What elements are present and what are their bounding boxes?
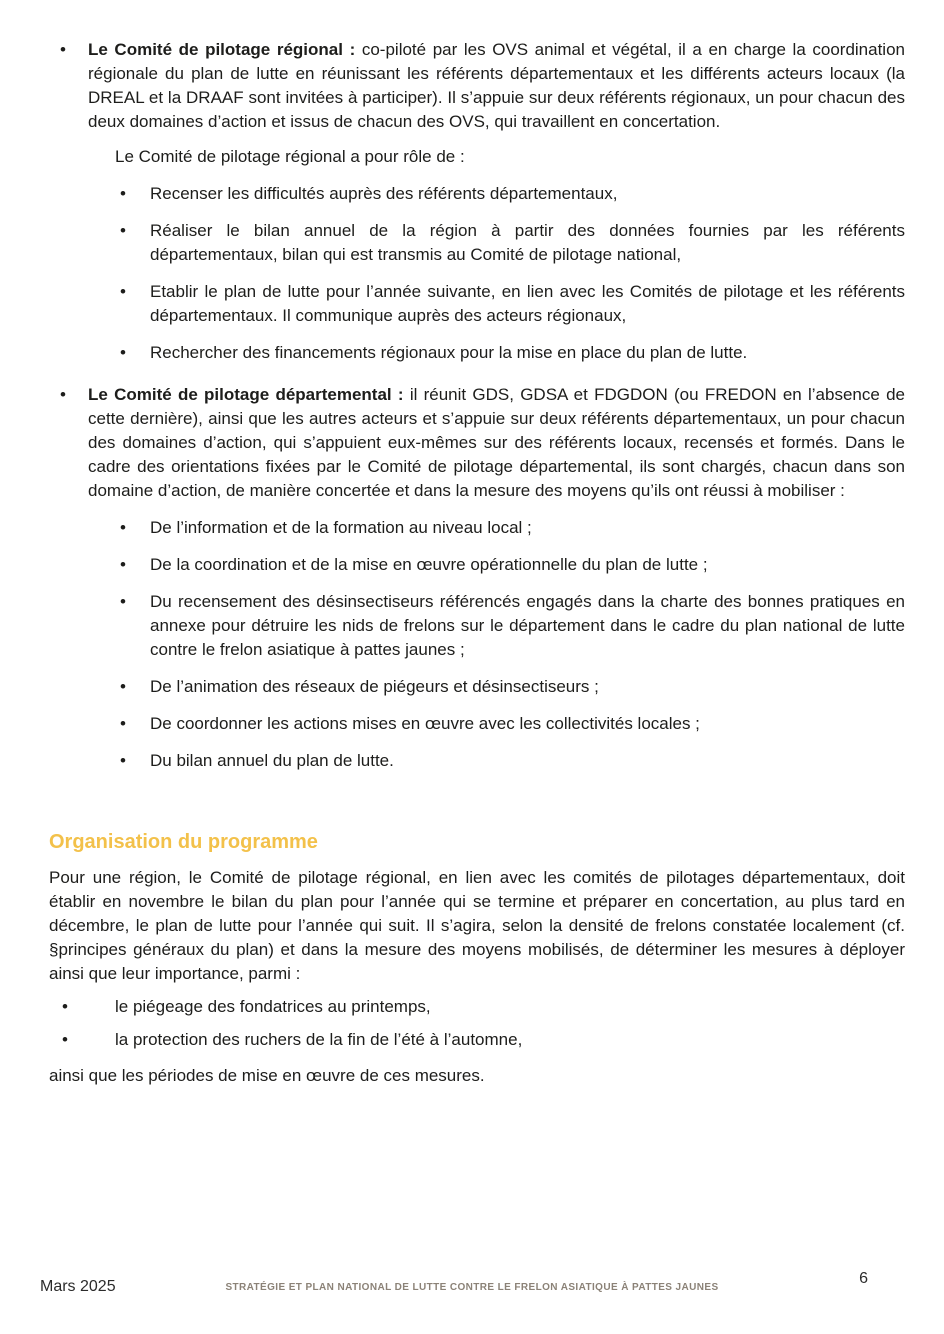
list-item: • De l’information et de la formation au niveau local ; <box>88 516 905 540</box>
measures-list <box>49 995 905 1052</box>
list-item: • De l’animation des réseaux de piégeurs et désinsectiseurs ; <box>88 675 905 699</box>
footer-document-title: STRATÉGIE ET PLAN NATIONAL DE LUTTE CONTRE LE FRELON ASIATIQUE À PATTES JAUNES <box>225 1282 719 1293</box>
list-item: • Rechercher des financements régionaux pour la mise en place du plan de lutte. <box>88 341 905 365</box>
regional-committee-lead: Le Comité de pilotage régional : <box>88 40 356 59</box>
departmental-roles-list <box>88 516 905 773</box>
list-item: • De coordonner les actions mises en œuvre avec les collectivités locales ; <box>88 712 905 736</box>
regional-committee-paragraph <box>88 38 905 134</box>
page-footer <box>0 1270 944 1300</box>
committee-list <box>49 38 905 773</box>
footer-date: Mars 2025 <box>40 1278 116 1295</box>
list-item: • le piégeage des fondatrices au printemps, <box>49 995 905 1019</box>
list-item-regional-committee <box>49 38 905 365</box>
list-item: • Recenser les difficultés auprès des référents départementaux, <box>88 182 905 206</box>
regional-roles-list <box>88 182 905 365</box>
page-number: 6 <box>859 1270 868 1287</box>
section-heading: Organisation du programme <box>49 831 318 853</box>
regional-role-intro: Le Comité de pilotage régional a pour rôle de : <box>115 147 465 166</box>
list-item: • Du bilan annuel du plan de lutte. <box>88 749 905 773</box>
departmental-committee-paragraph <box>88 383 905 503</box>
list-item-departmental-committee <box>49 383 905 773</box>
organisation-paragraph: Pour une région, le Comité de pilotage régional, en lien avec les comités de pilotages départementaux, doit établir en novembre le bilan du plan pour l’année qui se termine et préparer en concertation, au plus tard en décembre, le plan de lutte pour l’année qui suit. Il s’agira, selon la densité de frelons constatée localement (cf. §principes généraux du plan) et dans la mesure des moyens mobilisés, de déterminer les mesures à déployer ainsi que leur importance, parmi : <box>49 868 905 983</box>
list-item: • Etablir le plan de lutte pour l’année suivante, en lien avec les Comités de pilotage et les référents départementaux. Il communique auprès des acteurs régionaux, <box>88 280 905 328</box>
list-item: • Réaliser le bilan annuel de la région à partir des données fournies par les référents départementaux, bilan qui est transmis au Comité de pilotage national, <box>88 219 905 267</box>
page-content <box>49 38 905 1088</box>
list-item: • De la coordination et de la mise en œuvre opérationnelle du plan de lutte ; <box>88 553 905 577</box>
closing-line: ainsi que les périodes de mise en œuvre de ces mesures. <box>49 1066 485 1085</box>
departmental-committee-text: il réunit GDS, GDSA et FDGDON (ou FREDON en l’absence de cette dernière), ainsi que les autres acteurs et s’appuie sur deux référents départementaux, un pour chacun des domaines d’action, qui s’appuient eux-mêmes sur des référents locaux, recensés et formés. Dans le cadre des orientations fixées par le Comité de pilotage départemental, ils sont chargés, chacun dans son domaine d’action, de manière concertée et dans la mesure des moyens qu’ils ont réussi à mobiliser : <box>88 385 905 500</box>
list-item: • Du recensement des désinsectiseurs référencés engagés dans la charte des bonnes pratiques en annexe pour détruire les nids de frelons sur le département dans le cadre du plan national de lutte contre le frelon asiatique à pattes jaunes ; <box>88 590 905 662</box>
departmental-committee-lead: Le Comité de pilotage départemental : <box>88 385 404 404</box>
list-item: • la protection des ruchers de la fin de l’été à l’automne, <box>49 1028 905 1052</box>
regional-committee-text: co-piloté par les OVS animal et végétal, il a en charge la coordination régionale du plan de lutte en réunissant les référents départementaux et les différents acteurs locaux (la DREAL et la DRAAF sont invitées à participer). Il s’appuie sur deux référents régionaux, un pour chacun des deux domaines d’action et issus de chacun des OVS, qui travaillent en concertation. <box>88 40 905 131</box>
